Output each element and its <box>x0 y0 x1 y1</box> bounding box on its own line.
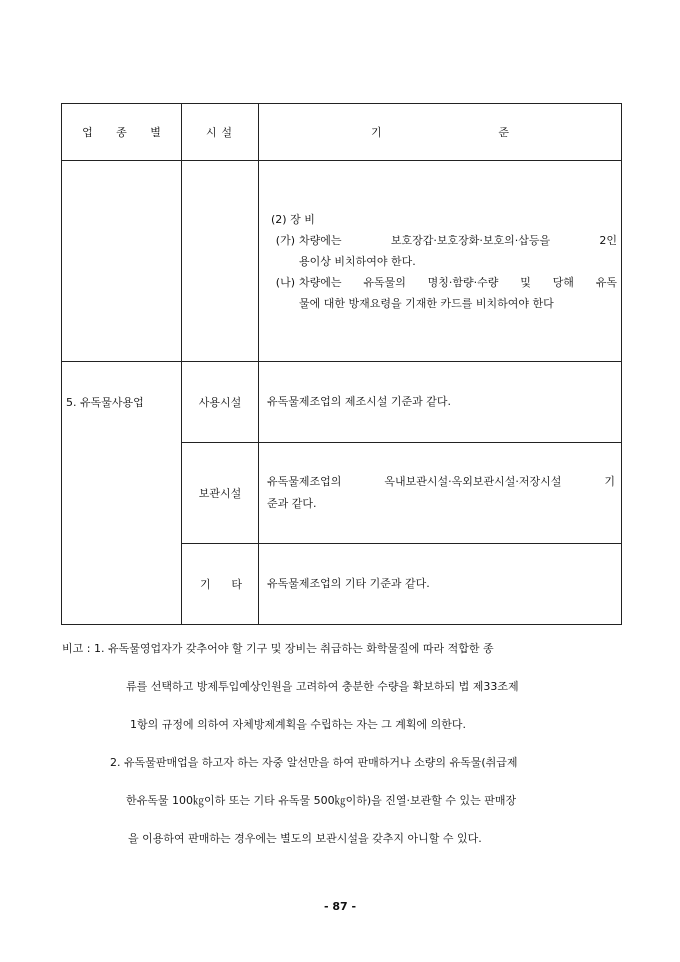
remark-line-4: 2. 유독물판매업을 하고자 하는 자중 알선만을 하여 판매하거나 소량의 유독물(취급제 <box>110 756 518 769</box>
standard-other-text: 유독물제조업의 기타 기준과 같다. <box>267 577 430 590</box>
cell-facility-other <box>182 544 259 625</box>
remark-line-5: 한유독물 100㎏이하 또는 기타 유독물 500㎏이하)을 진열·보관할 수 있는 판매장 <box>126 794 517 807</box>
equipment-item-a-line2: 용이상 비치하여야 한다. <box>299 254 416 268</box>
equipment-item-b-mark: (나) <box>275 275 295 289</box>
equipment-item-b-line1: 차량에는 유독물의 명칭·함량·수량 및 당해 유독 <box>299 275 617 289</box>
equipment-item-b <box>267 272 617 314</box>
header-standard-char-2: 준 <box>498 126 509 139</box>
facility-storage-label: 보관시설 <box>198 487 242 500</box>
table-row-equipment <box>62 161 622 362</box>
standard-use-text: 유독물제조업의 제조시설 기준과 같다. <box>267 395 452 408</box>
business-user-label: 5. 유독물사용업 <box>66 396 144 409</box>
header-standard-char-1: 기 <box>371 126 382 139</box>
equipment-heading: (2) 장 비 <box>271 212 315 226</box>
header-business-type-label: 업 종 별 <box>82 126 171 139</box>
cell-facility-use <box>182 362 259 443</box>
facility-other-char-2: 타 <box>231 578 242 591</box>
equipment-item-b-line2: 물에 대한 방재요령을 기재한 카드를 비치하여야 한다 <box>299 296 554 310</box>
cell-standard-storage <box>259 443 622 544</box>
equipment-item-a-mark: (가) <box>275 233 295 247</box>
page-number: - 87 - <box>323 900 357 913</box>
standards-table <box>61 103 622 625</box>
equipment-item-a-line1: 차량에는 보호장갑·보호장화·보호의·삽등을 2인 <box>299 233 617 247</box>
standard-storage-line1: 유독물제조업의 옥내보관시설·옥외보관시설·저장시설 기 <box>267 475 615 488</box>
header-facility-char-1: 시 <box>206 126 217 139</box>
facility-use-label: 사용시설 <box>198 396 242 409</box>
cell-standard-other <box>259 544 622 625</box>
header-facility-char-2: 설 <box>221 126 232 139</box>
header-facility <box>182 104 259 161</box>
cell-standard-use <box>259 362 622 443</box>
cell-equipment-standard <box>259 161 622 362</box>
header-business-type <box>62 104 182 161</box>
header-standard <box>259 104 622 161</box>
remark-line-6: 을 이용하여 판매하는 경우에는 별도의 보관시설을 갖추지 아니할 수 있다. <box>128 832 482 845</box>
remark-line-2: 류를 선택하고 방제투입예상인원을 고려하여 충분한 수량을 확보하되 법 제33조제 <box>126 680 519 693</box>
cell-facility-empty <box>182 161 259 362</box>
cell-business-empty <box>62 161 182 362</box>
remark-line-3: 1항의 규정에 의하여 자체방제계획을 수립하는 자는 그 계획에 의한다. <box>130 718 466 731</box>
standard-storage-line2: 준과 같다. <box>267 497 317 510</box>
cell-business-user <box>62 362 182 625</box>
table-header-row <box>62 104 622 161</box>
cell-facility-storage <box>182 443 259 544</box>
equipment-item-a <box>267 230 617 272</box>
remark-line-1: 비고 : 1. 유독물영업자가 갖추어야 할 기구 및 장비는 취급하는 화학물질에 따라 적합한 종 <box>62 642 494 655</box>
facility-other-char-1: 기 <box>200 578 211 591</box>
table-row-use-facility <box>62 362 622 443</box>
